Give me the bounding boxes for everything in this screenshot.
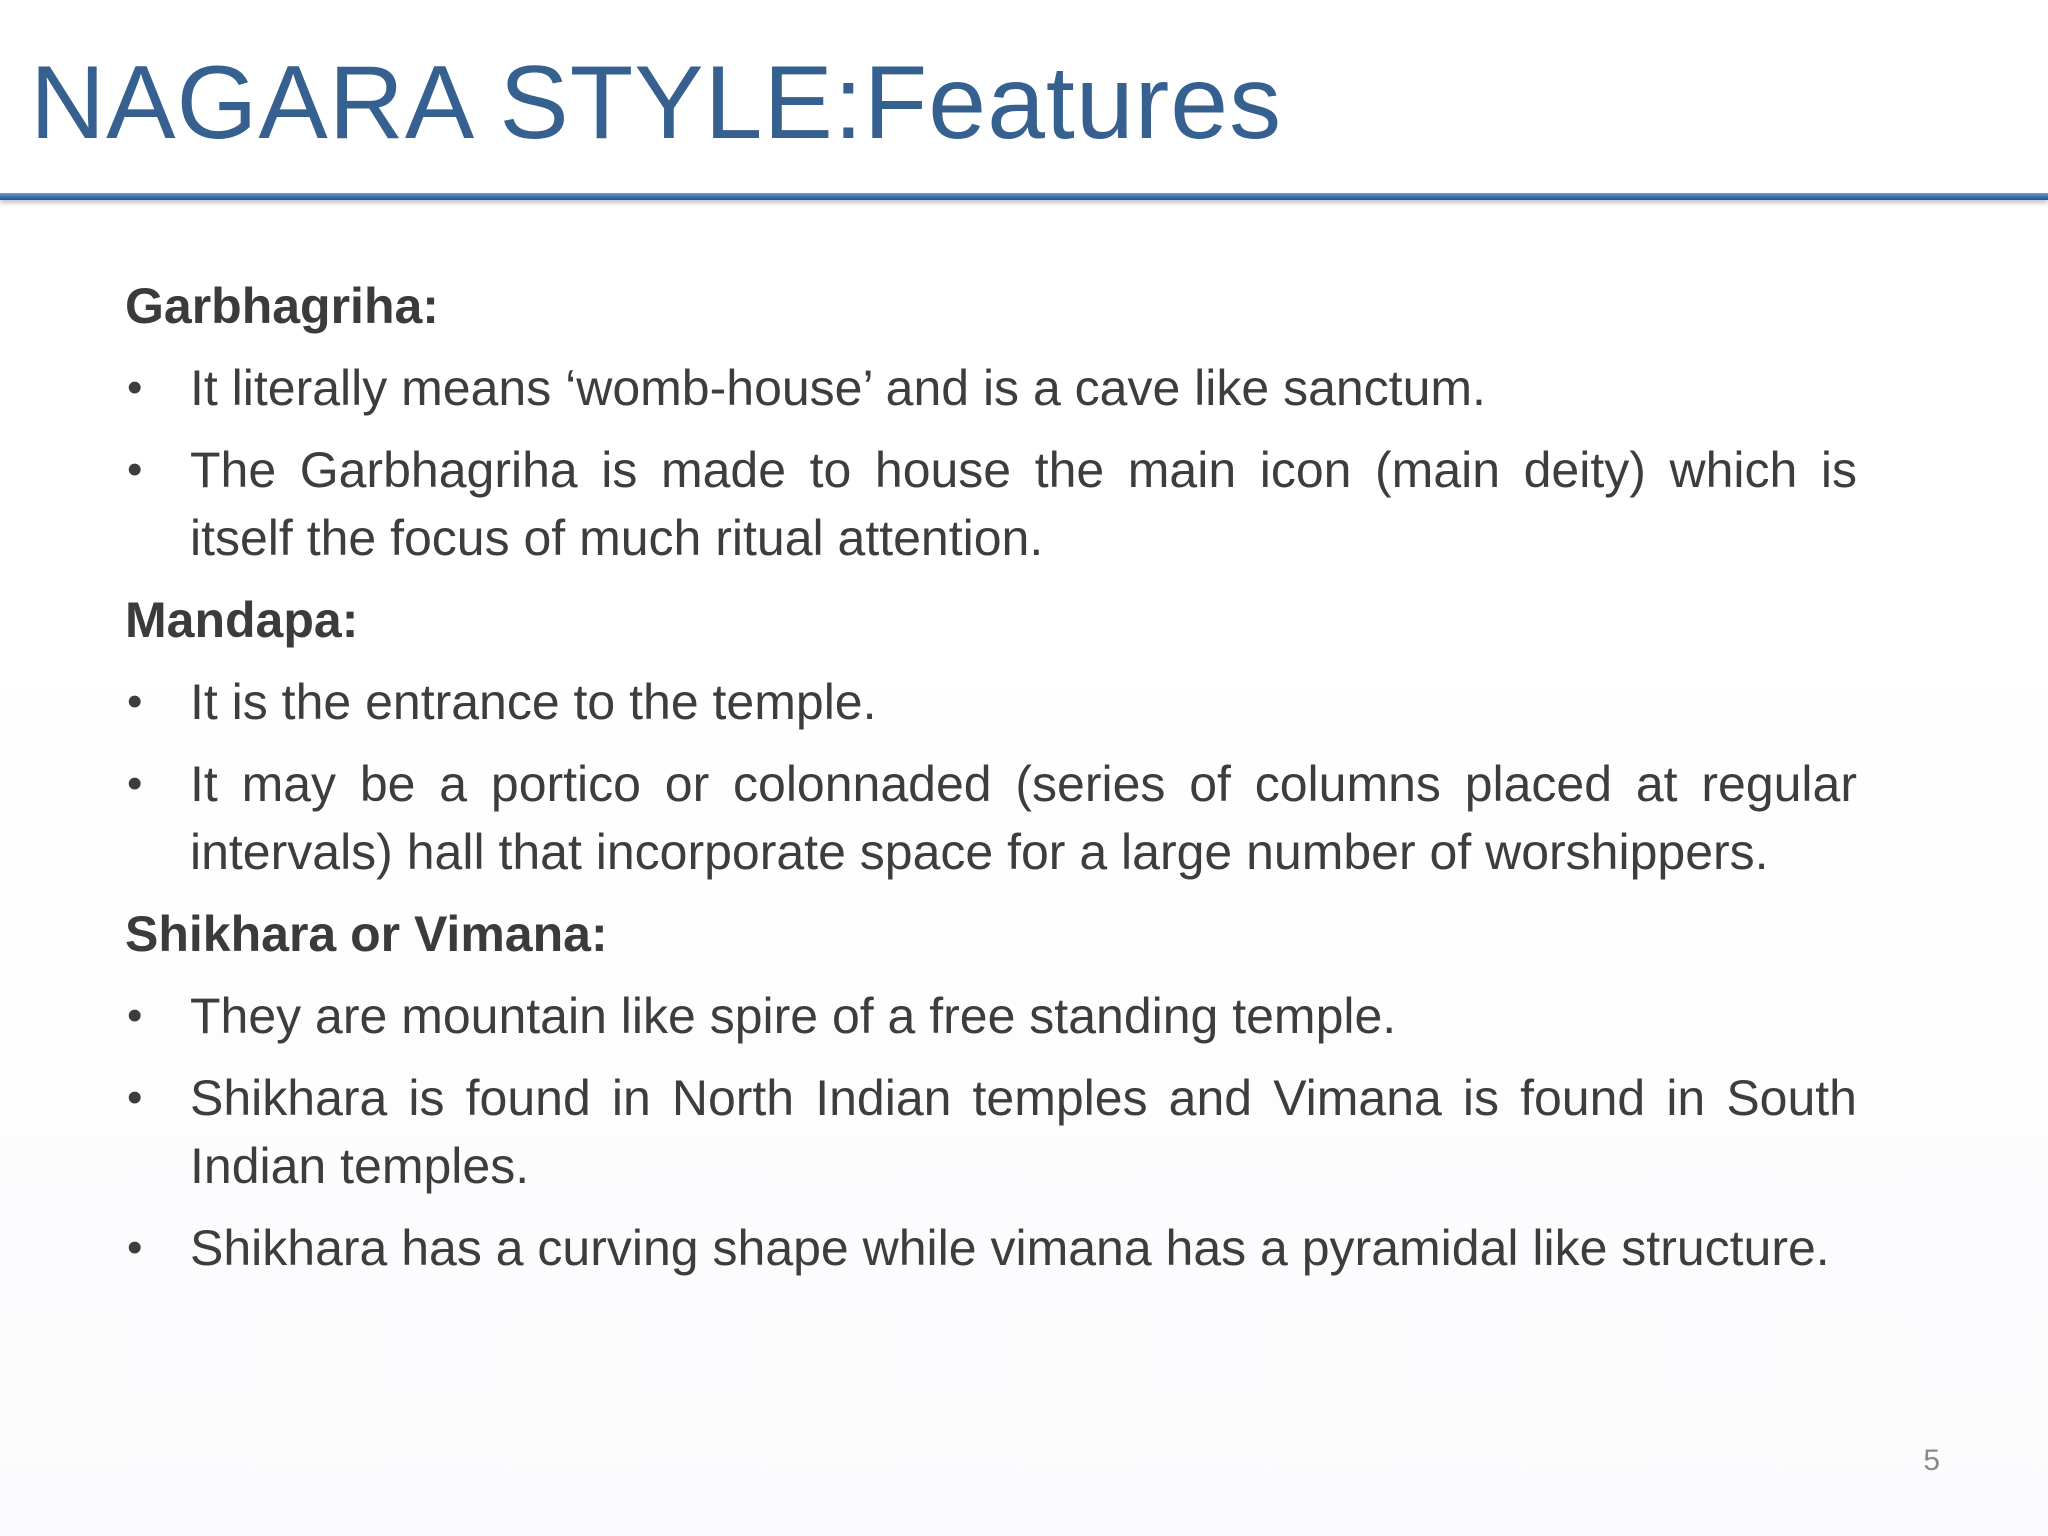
- bullet-icon: •: [127, 1223, 143, 1272]
- slide-body: [125, 272, 1857, 1296]
- bullet-icon: •: [127, 759, 143, 808]
- bullet-list: [125, 668, 1857, 886]
- bullet-icon: •: [127, 363, 143, 412]
- bullet-icon: •: [127, 1073, 143, 1122]
- bullet-text: Shikhara is found in North Indian temples and Vimana is found in South Indian temples.: [190, 1070, 1857, 1194]
- section-heading: Garbhagriha:: [125, 278, 439, 334]
- list-item: [125, 354, 1857, 422]
- list-item: [125, 436, 1857, 572]
- bullet-text: The Garbhagriha is made to house the main icon (main deity) which is itself the focus of much ritual attention.: [190, 442, 1857, 566]
- section-mandapa: [125, 586, 1857, 886]
- bullet-icon: •: [127, 445, 143, 494]
- list-item: [125, 982, 1857, 1050]
- section-shikhara-vimana: [125, 900, 1857, 1282]
- bullet-text: It is the entrance to the temple.: [190, 674, 877, 730]
- bullet-icon: •: [127, 677, 143, 726]
- bullet-text: Shikhara has a curving shape while vimana has a pyramidal like structure.: [190, 1220, 1830, 1276]
- bullet-list: [125, 354, 1857, 572]
- page-number: 5: [1923, 1444, 1940, 1477]
- bullet-text: They are mountain like spire of a free standing temple.: [190, 988, 1397, 1044]
- slide-title: NAGARA STYLE:Features: [30, 45, 1283, 161]
- bullet-text: It literally means ‘womb-house’ and is a cave like sanctum.: [190, 360, 1486, 416]
- section-heading: Mandapa:: [125, 592, 359, 648]
- bullet-text: It may be a portico or colonnaded (series of columns placed at regular intervals) hall that incorporate space for a large number of worshippers.: [190, 756, 1857, 880]
- title-underline: [0, 193, 2048, 200]
- list-item: [125, 668, 1857, 736]
- list-item: [125, 750, 1857, 886]
- list-item: [125, 1214, 1857, 1282]
- list-item: [125, 1064, 1857, 1200]
- section-heading: Shikhara or Vimana:: [125, 906, 608, 962]
- section-garbhagriha: [125, 272, 1857, 572]
- bullet-list: [125, 982, 1857, 1282]
- bullet-icon: •: [127, 991, 143, 1040]
